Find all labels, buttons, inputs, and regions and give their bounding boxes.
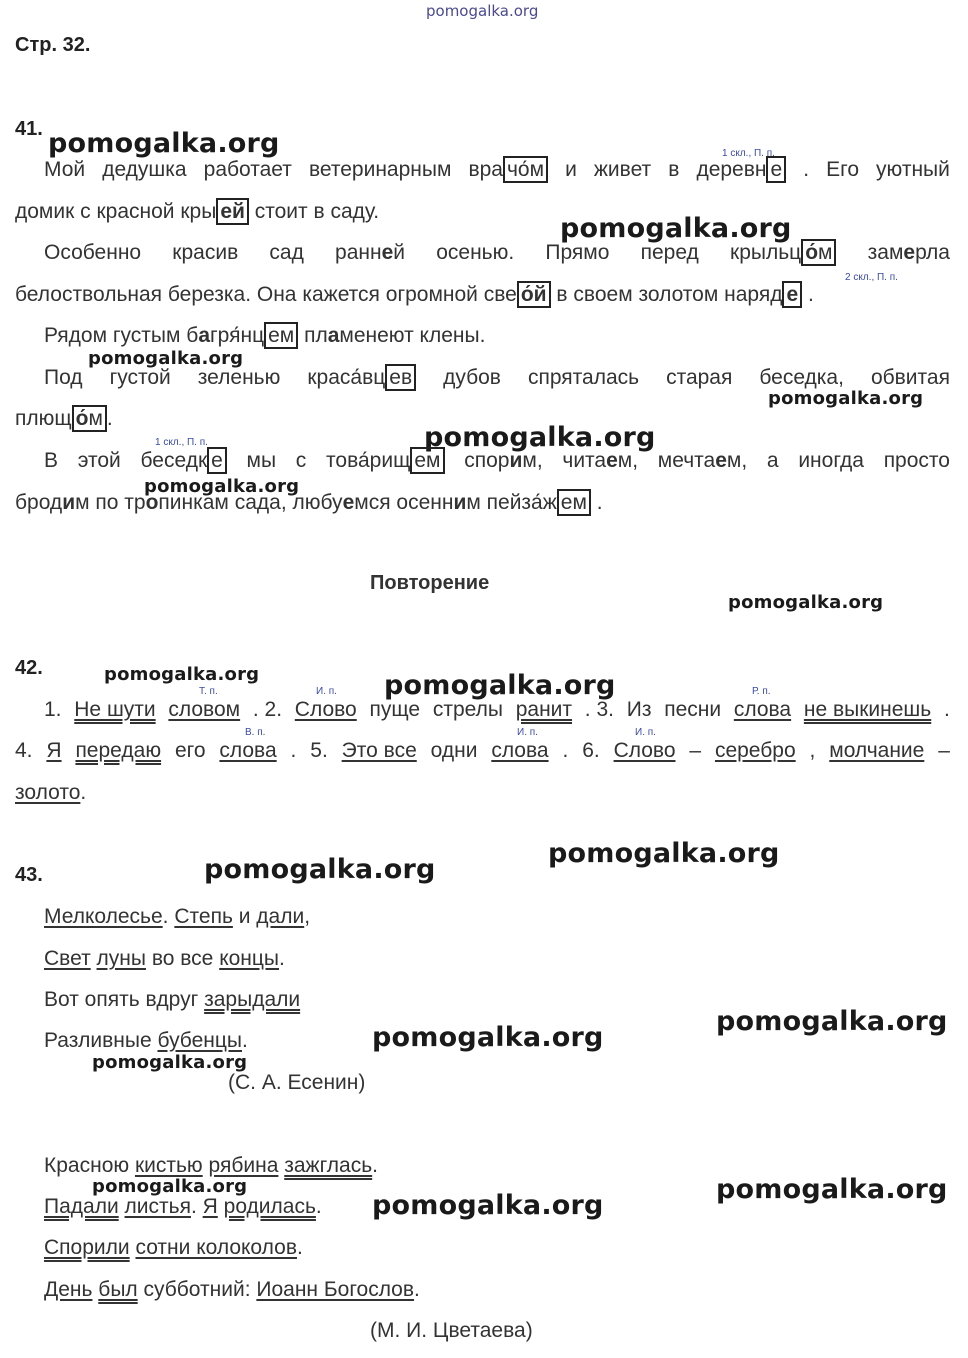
case-note: И. п. (316, 686, 337, 697)
exercise-43-number: 43. (15, 864, 43, 886)
poem-2-line-4: День был субботний: Иоанн Богослов. (44, 1278, 420, 1301)
watermark: pomogalka.org (104, 664, 260, 685)
exercise-41-line-3: Особенно красив сад ранней осенью. Прямо перед крыльц о́м замерла (44, 241, 950, 264)
exercise-41-line-5: Рядом густым багря́нц ем пламенеют клены. (44, 324, 486, 347)
case-note: Т. п. (199, 686, 218, 697)
page-title: Стр. 32. (15, 34, 91, 56)
watermark: pomogalka.org (424, 422, 656, 453)
poem-2-line-1: Красною кистью рябина зажглась. (44, 1154, 379, 1177)
exercise-42-line-1: 1. Не шути словом . 2. Слово пуще стрелы ранит . 3. Из песни слова не выкинешь . (44, 698, 950, 721)
case-note: И. п. (635, 727, 656, 738)
watermark: pomogalka.org (48, 128, 280, 159)
poem-1-author: (С. А. Есенин) (228, 1071, 366, 1094)
watermark: pomogalka.org (560, 213, 792, 244)
exercise-41-line-1: Мой дедушка работает ветеринарным вра чо́м и живет в деревн е . Его уютный (44, 158, 950, 181)
exercise-41-line-9: бродим по тропинкам сада, любуемся осенним пейза́ж ем . (15, 491, 603, 514)
poem-1-line-3: Вот опять вдруг зарыдали (44, 988, 301, 1011)
watermark: pomogalka.org (372, 1022, 604, 1053)
watermark: pomogalka.org (384, 670, 616, 701)
watermark: pomogalka.org (716, 1006, 948, 1037)
watermark: pomogalka.org (92, 1052, 248, 1073)
grammar-note: 1 скл., П. п. (722, 148, 775, 159)
section-title: Повторение (370, 572, 490, 594)
site-watermark-top: pomogalka.org (426, 2, 539, 20)
poem-1-line-2: Свет луны во все концы. (44, 947, 285, 970)
exercise-41-line-2: домик с красной кры ей стоит в саду. (15, 200, 380, 223)
poem-2-author: (М. И. Цветаева) (370, 1319, 533, 1342)
exercise-41-line-8: В этой беседк е мы с това́рищ ем спорим, читаем, мечтаем, а иногда просто (44, 449, 950, 472)
watermark: pomogalka.org (92, 1176, 248, 1197)
case-note: В. п. (245, 727, 266, 738)
poem-1-line-4: Разливные бубенцы. (44, 1029, 248, 1052)
watermark: pomogalka.org (728, 592, 884, 613)
exercise-42-line-3: золото. (15, 781, 87, 804)
case-note: И. п. (517, 727, 538, 738)
exercise-42-number: 42. (15, 657, 43, 679)
poem-2-line-2: Падали листья. Я родилась. (44, 1195, 322, 1218)
watermark: pomogalka.org (768, 388, 924, 409)
grammar-note: 1 скл., П. п. (155, 437, 208, 448)
watermark: pomogalka.org (548, 838, 780, 869)
exercise-41-line-7: плющ о́м . (15, 407, 113, 430)
exercise-42-line-2: 4. Я передаю его слова . 5. Это все одни слова . 6. Слово – серебро , молчание – (15, 739, 950, 762)
poem-1-line-1: Мелколесье. Степь и дали, (44, 905, 311, 928)
grammar-note: 2 скл., П. п. (845, 272, 898, 283)
exercise-41-line-6: Под густой зеленью краса́вц ев дубов спряталась старая беседка, обвитая (44, 366, 950, 389)
exercise-41-line-4: белоствольная березка. Она кажется огромной све о́й в своем золотом наряд е . (15, 283, 814, 306)
watermark: pomogalka.org (204, 854, 436, 885)
watermark: pomogalka.org (144, 476, 300, 497)
exercise-41-number: 41. (15, 118, 43, 140)
watermark: pomogalka.org (716, 1174, 948, 1205)
case-note: Р. п. (752, 686, 771, 697)
watermark: pomogalka.org (88, 348, 244, 369)
watermark: pomogalka.org (372, 1190, 604, 1221)
poem-2-line-3: Спорили сотни колоколов. (44, 1236, 303, 1259)
